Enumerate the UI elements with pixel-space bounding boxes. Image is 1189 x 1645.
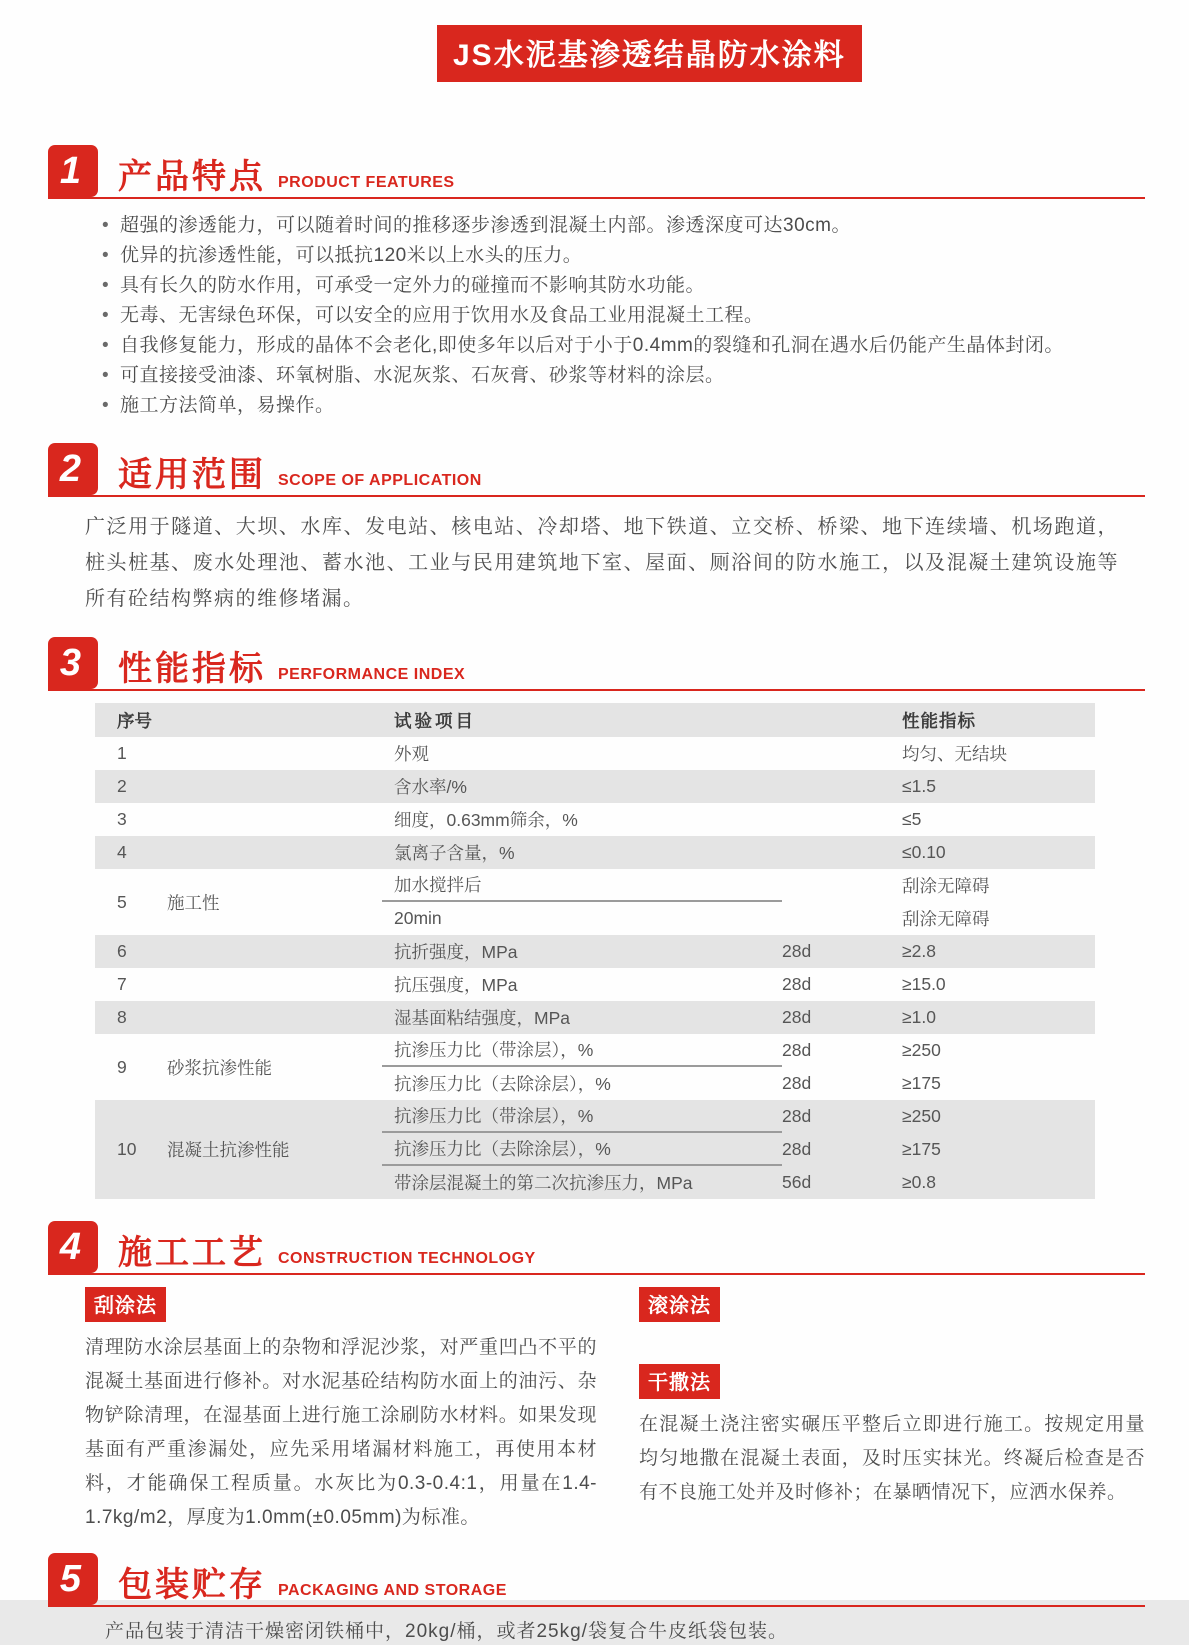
cell-age: 28d	[782, 1040, 812, 1060]
cell-no: 7	[117, 974, 127, 994]
cell-age: 28d	[782, 1139, 812, 1159]
cell-group: 混凝土抗渗性能	[167, 1140, 290, 1160]
cell-item: 20min	[394, 908, 442, 928]
feature-item: • 具有长久的防水作用，可承受一定外力的碰撞而不影响其防水功能。	[100, 271, 1129, 301]
table-row	[95, 935, 1095, 968]
cell-item: 抗折强度，MPa	[394, 942, 518, 962]
table-row	[95, 770, 1095, 803]
cell-no: 5	[117, 891, 127, 912]
cell-no: 1	[117, 743, 127, 763]
section-subtitle: PACKAGING AND STORAGE	[278, 1582, 507, 1599]
cell-item: 抗压强度，MPa	[394, 975, 518, 995]
section-title: 性能指标	[118, 650, 266, 688]
table-row	[95, 1001, 1095, 1034]
construction-columns	[85, 1287, 1145, 1535]
cell-index: ≤0.10	[902, 842, 946, 862]
cell-item: 湿基面粘结强度，MPa	[394, 1008, 570, 1028]
cell-no: 8	[117, 1007, 127, 1027]
cell-no: 3	[117, 809, 127, 829]
section-subtitle: PRODUCT FEATURES	[278, 174, 455, 191]
table-row	[95, 1100, 1095, 1199]
cell-group: 施工性	[167, 892, 220, 913]
cell-item: 抗渗压力比（去除涂层），%	[382, 1133, 782, 1166]
cell-age: 56d	[782, 1172, 812, 1192]
cell-age: 28d	[782, 1106, 812, 1126]
section-title: 包装贮存	[118, 1566, 266, 1604]
feature-item: • 优异的抗渗透性能，可以抵抗120米以上水头的压力。	[100, 241, 1129, 271]
section-packaging-header	[48, 1553, 1145, 1607]
cell-index: ≤1.5	[902, 776, 936, 796]
table-row	[95, 1034, 1095, 1100]
table-row	[95, 968, 1095, 1001]
cell-item: 带涂层混凝土的第二次抗渗压力，MPa	[394, 1173, 693, 1193]
section-number: 1	[48, 145, 98, 197]
header-index: 性能指标	[902, 710, 976, 731]
method-badge-roll: 滚涂法	[639, 1287, 720, 1322]
cell-no: 10	[117, 1139, 137, 1159]
table-header-row	[95, 703, 1095, 737]
cell-group	[167, 770, 382, 803]
section-title: 产品特点	[118, 158, 266, 196]
cell-index: ≥2.8	[902, 941, 936, 961]
cell-index: ≥250	[902, 1106, 941, 1126]
method-scrape	[85, 1287, 597, 1535]
cell-item: 氯离子含量，%	[394, 843, 515, 863]
performance-table	[95, 703, 1095, 1199]
cell-index: ≥175	[902, 1139, 941, 1159]
packaging-paragraph: 产品包装于清洁干燥密闭铁桶中，20kg/桶，或者25kg/袋复合牛皮纸袋包装。	[105, 1621, 788, 1642]
section-features-header	[48, 145, 1145, 199]
section-number: 5	[48, 1553, 98, 1605]
section-performance-header	[48, 637, 1145, 691]
cell-index: 刮涂无障碍	[902, 909, 990, 929]
method-text-scrape: 清理防水涂层基面上的杂物和浮泥沙浆，对严重凹凸不平的混凝土基面进行修补。对水泥基砼结构防水面上的油污、杂物铲除清理，在湿基面上进行施工涂刷防水材料。如果发现基面有严重渗漏处，应先采用堵漏材料施工，再使用本材料，才能确保工程质量。水灰比为0.3-0.4:1，用量在1.4-1.7kg/m2，厚度为1.0mm(±0.05mm)为标准。	[85, 1337, 597, 1528]
cell-no: 2	[117, 776, 127, 796]
method-roll-dry	[639, 1287, 1145, 1535]
cell-index: ≥0.8	[902, 1172, 936, 1192]
table-row	[95, 803, 1095, 836]
section-title: 适用范围	[118, 456, 266, 494]
cell-no: 4	[117, 842, 127, 862]
cell-index: ≤5	[902, 809, 922, 829]
section-subtitle: CONSTRUCTION TECHNOLOGY	[278, 1250, 536, 1267]
cell-group	[167, 803, 382, 836]
cell-group	[167, 968, 382, 1001]
feature-item: • 可直接接受油漆、环氧树脂、水泥灰浆、石灰膏、砂浆等材料的涂层。	[100, 361, 1129, 391]
cell-no: 6	[117, 941, 127, 961]
cell-item: 抗渗压力比（带涂层），%	[382, 1100, 782, 1133]
section-subtitle: SCOPE OF APPLICATION	[278, 472, 482, 489]
section-scope-header	[48, 443, 1145, 497]
feature-item: • 超强的渗透能力，可以随着时间的推移逐步渗透到混凝土内部。渗透深度可达30cm。	[100, 211, 1129, 241]
section-number: 2	[48, 443, 98, 495]
cell-group	[167, 935, 382, 968]
section-construction-header	[48, 1221, 1145, 1275]
cell-group	[167, 1001, 382, 1034]
cell-item: 细度，0.63mm筛余，%	[394, 810, 578, 830]
feature-list	[100, 211, 1129, 421]
page-title: JS水泥基渗透结晶防水涂料	[437, 25, 862, 82]
cell-item: 加水搅拌后	[382, 869, 782, 902]
scope-paragraph: 广泛用于隧道、大坝、水库、发电站、核电站、冷却塔、地下铁道、立交桥、桥梁、地下连续墙、机场跑道，桩头桩基、废水处理池、蓄水池、工业与民用建筑地下室、屋面、厕浴间的防水施工，以及混凝土建筑设施等所有砼结构弊病的维修堵漏。	[85, 516, 1119, 610]
table-row	[95, 869, 1095, 935]
cell-index: ≥15.0	[902, 974, 946, 994]
header-item: 试验项目	[394, 710, 476, 731]
cell-index: ≥175	[902, 1073, 941, 1093]
header-no: 序号	[117, 710, 152, 731]
cell-no: 9	[117, 1056, 127, 1077]
cell-item: 抗渗压力比（带涂层），%	[382, 1034, 782, 1067]
feature-item: • 施工方法简单，易操作。	[100, 391, 1129, 421]
table-row	[95, 737, 1095, 770]
method-text-dry: 在混凝土浇注密实碾压平整后立即进行施工。按规定用量均匀地撒在混凝土表面，及时压实抹光。终凝后检查是否有不良施工处并及时修补；在暴晒情况下，应洒水保养。	[639, 1414, 1145, 1503]
cell-item: 含水率/%	[394, 777, 467, 797]
method-badge-dry: 干撒法	[639, 1364, 720, 1399]
table-row	[95, 836, 1095, 869]
cell-item: 抗渗压力比（去除涂层），%	[394, 1074, 611, 1094]
cell-age: 28d	[782, 974, 812, 994]
cell-index: 刮涂无障碍	[902, 876, 990, 896]
cell-group	[167, 737, 382, 770]
cell-index: 均匀、无结块	[902, 744, 1007, 764]
cell-index: ≥250	[902, 1040, 941, 1060]
cell-group: 砂浆抗渗性能	[167, 1057, 272, 1078]
section-title: 施工工艺	[118, 1234, 266, 1272]
section-subtitle: PERFORMANCE INDEX	[278, 666, 466, 683]
feature-item: • 自我修复能力，形成的晶体不会老化,即使多年以后对于小于0.4mm的裂缝和孔洞在遇水后仍能产生晶体封闭。	[100, 331, 1129, 361]
feature-item: • 无毒、无害绿色环保，可以安全的应用于饮用水及食品工业用混凝土工程。	[100, 301, 1129, 331]
cell-index: ≥1.0	[902, 1007, 936, 1027]
cell-item: 外观	[394, 744, 429, 764]
cell-group	[167, 836, 382, 869]
cell-age: 28d	[782, 1007, 812, 1027]
cell-age: 28d	[782, 941, 812, 961]
section-number: 3	[48, 637, 98, 689]
method-badge-scrape: 刮涂法	[85, 1287, 166, 1322]
cell-age: 28d	[782, 1073, 812, 1093]
section-number: 4	[48, 1221, 98, 1273]
